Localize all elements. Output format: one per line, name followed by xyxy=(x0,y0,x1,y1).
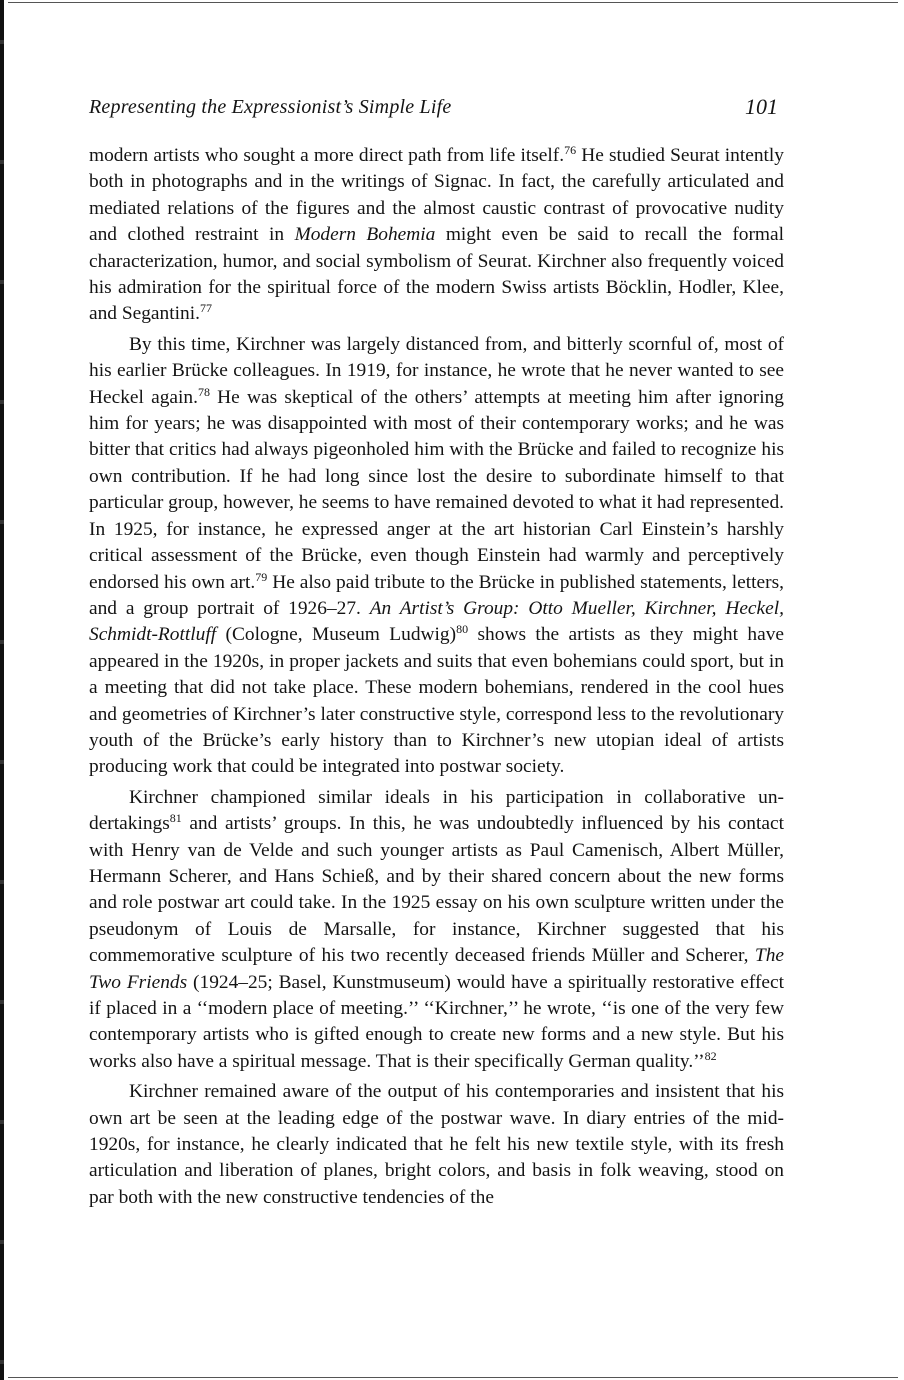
footnote-ref: 80 xyxy=(456,622,469,637)
text-run: shows the artists as they might have appeared in the 1920s, in proper jackets and suits that even bohemians could sport, but in a meeting that did not take place. These modern bohemians, rendered in the cool hues and geometries of Kirchner’s later constructive style, correspond less to the revolutionary youth of the Brücke’s early history than to Kirchner’s new utopian ideal of artists producing work that could be integrated into postwar society. xyxy=(89,624,784,778)
italic-title: Modern Bohemia xyxy=(294,224,436,246)
text-run: might even be said to recall the formal characterization, humor, and social symbolism of Seurat. Kirchner also frequently voiced his admiration for the spiritual force of the modern Swiss artists Böcklin, Hodler, Klee, and Segantini. xyxy=(89,224,785,325)
scan-edge xyxy=(0,0,4,1380)
paragraph-2 xyxy=(89,332,784,781)
text-run: He was skeptical of the others’ attempts at meeting him after ignoring him for years; he was disappointed with most of their contemporary works; and he was bitter that critics had always pigeonholed him with the Brücke and failed to recognize his own contribution. If he had long since lost the desire to subordinate himself to that particular group, however, he seems to have remained devoted to what it had represented. In 1925, for instance, he expressed anger at the art historian Carl Einstein’s harshly critical assessment of the Brücke, even though Einstein had warmly and perceptively endorsed his own art. xyxy=(89,386,784,593)
italic-title: An Artist’s Group: Otto Mueller, Kirchner, Heckel, Schmidt-Rottluff xyxy=(89,597,784,646)
text-run: Kirchner remained aware of the output of his contemporaries and insistent that his own art be seen at the leading edge of the postwar wave. In diary entries of the mid-1920s, for instance, he clearly indicated that he felt his new textile style, with its fresh articulation and liberation of planes, bright colors, and basis in folk weaving, stood on par both with the new constructive tendencies of the xyxy=(89,1081,784,1208)
text-run: He also paid tribute to the Brücke in published statements, letters, and a group portrait of 1926–27. xyxy=(89,571,784,619)
running-head: Representing the Expressionist’s Simple Life xyxy=(89,96,452,118)
paragraph-1 xyxy=(89,143,784,328)
paragraph-4 xyxy=(89,1079,784,1211)
text-run: Kirchner championed similar ideals in his participation in collaborative undertakings xyxy=(89,786,784,835)
footnote-ref: 78 xyxy=(197,384,210,399)
italic-title: The Two Friends xyxy=(89,945,784,993)
paragraph-3 xyxy=(89,785,784,1075)
page-number: 101 xyxy=(745,94,778,119)
footnote-ref: 76 xyxy=(564,143,577,157)
text-run: He studied Seurat intently both in photographs and in the writings of Signac. In fact, the carefully articulated and mediated relations of the figures and the almost caustic contrast of provocative nudity and clothed restraint in xyxy=(89,145,784,246)
footnote-ref: 81 xyxy=(169,811,182,826)
text-run: (1924–25; Basel, Kunstmuseum) would have a spiritually restorative effect if placed in a ‘‘modern place of meeting.’’ ‘‘Kirchner,’’ he wrote, ‘‘is one of the very few contemporary artists who is gifted enough to create new forms and a new style. But his works also have a spiritual message. That is their specifically German quality.’’ xyxy=(89,971,784,1072)
scan-top-edge xyxy=(8,2,898,3)
page-header xyxy=(89,94,778,124)
text-run: and artists’ groups. In this, he was undoubtedly influenced by his contact with Henry van de Velde and such younger artists as Paul Camenisch, Albert Müller, Hermann Scherer, and Hans Schieß, and by their shared concern about the new forms and role postwar art could take. In the 1925 essay on his own sculpture written under the pseudonym of Louis de Marsalle, for instance, Kirchner suggested that his commemorative sculpture of his two recently deceased friends Müller and Scherer, xyxy=(89,813,784,967)
body-text xyxy=(89,143,784,1211)
footnote-ref: 79 xyxy=(255,569,268,584)
footnote-ref: 77 xyxy=(199,301,212,316)
text-run: modern artists who sought a more direct path from life itself. xyxy=(89,145,565,166)
footnote-ref: 82 xyxy=(704,1048,717,1063)
scan-bottom-edge xyxy=(8,1377,898,1378)
text-run: By this time, Kirchner was largely distanced from, and bitterly scornful of, most of his earlier Brücke colleagues. In 1919, for instance, he wrote that he never wanted to see Heckel again. xyxy=(89,333,784,408)
text-run: (Cologne, Museum Ludwig) xyxy=(216,624,457,646)
